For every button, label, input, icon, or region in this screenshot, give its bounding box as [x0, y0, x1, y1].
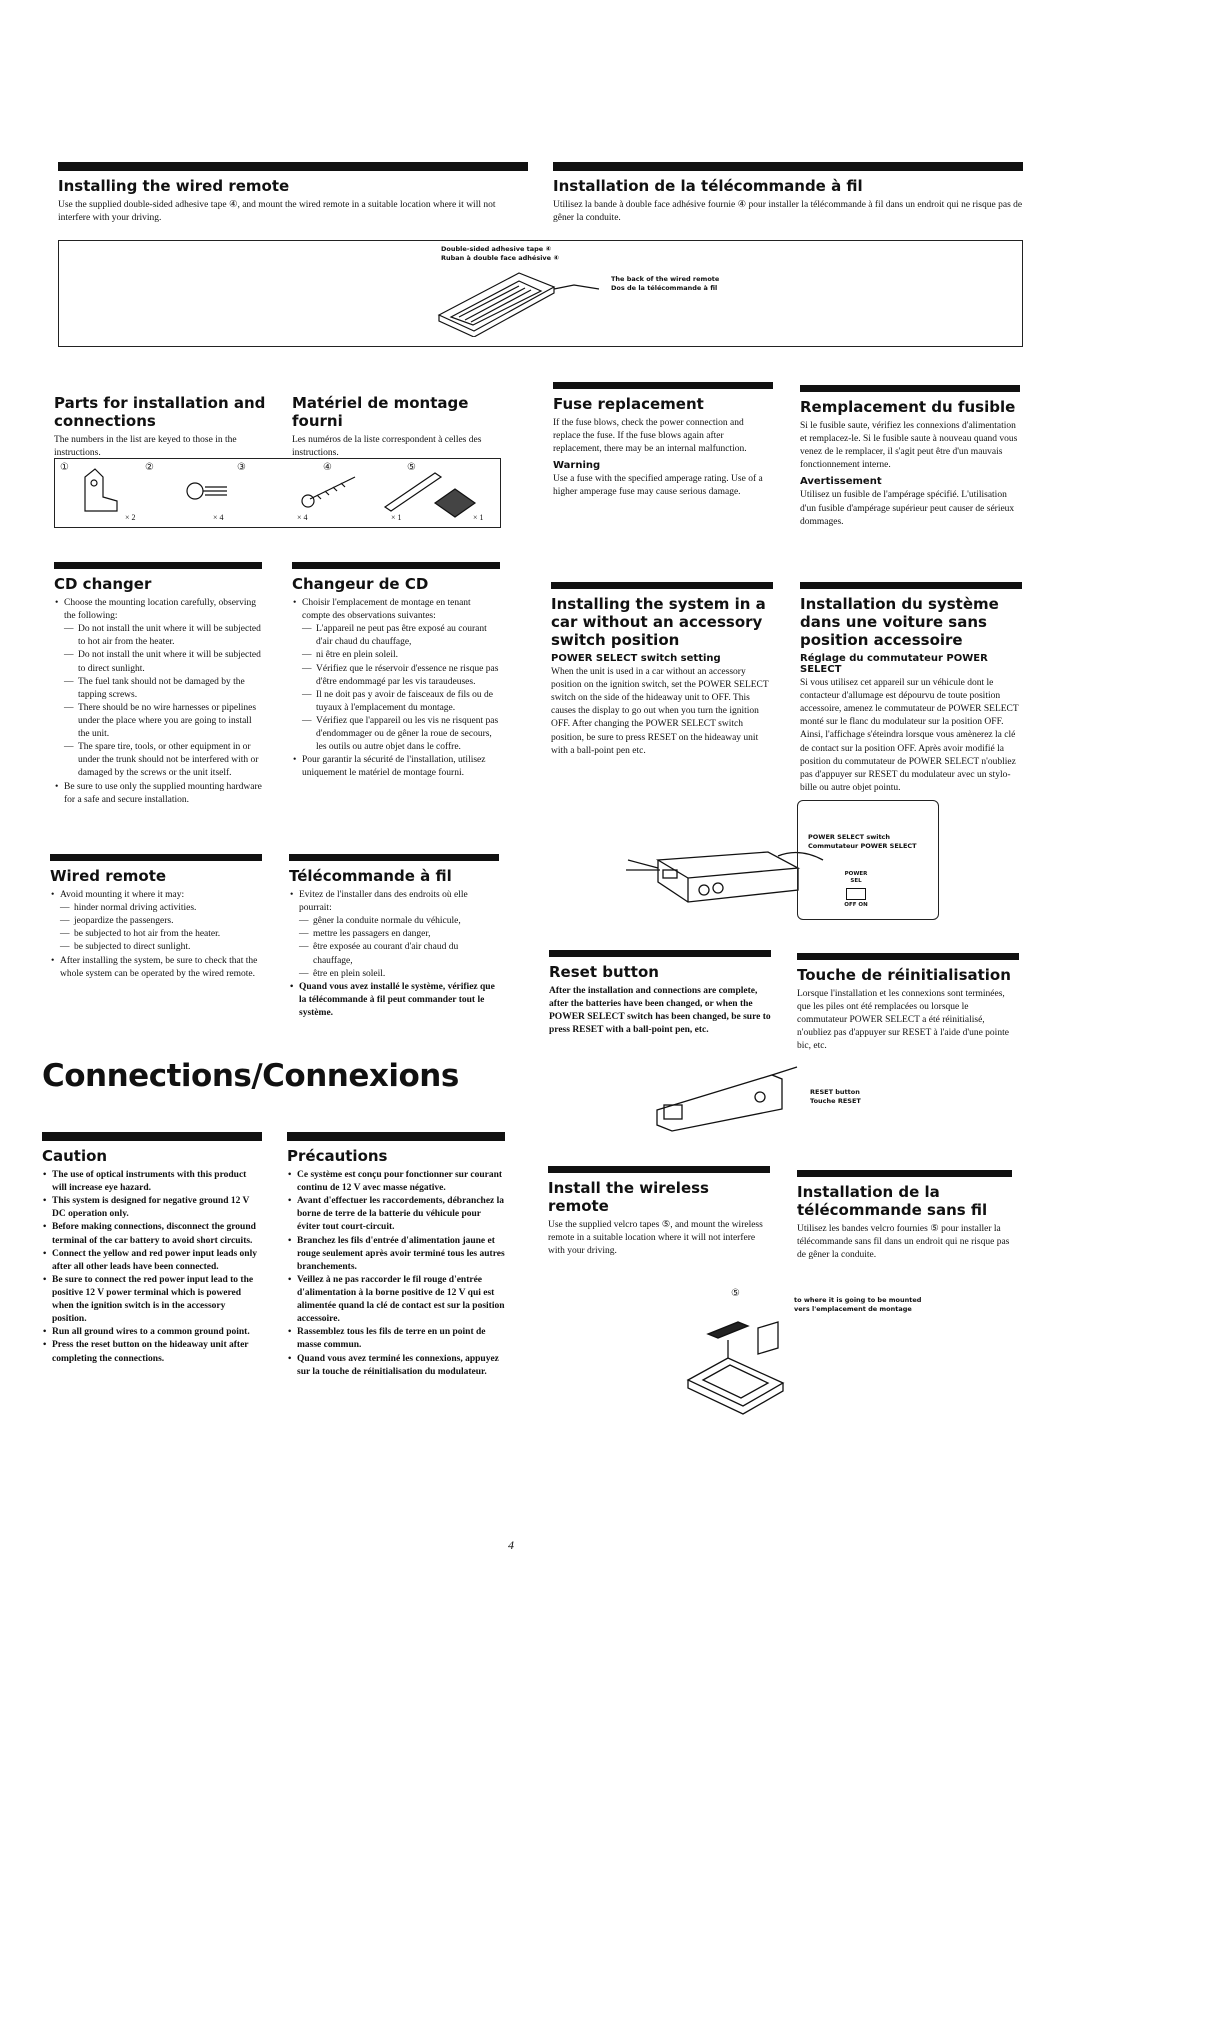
section-title: Remplacement du fusible — [800, 398, 1016, 416]
part-number: ② — [145, 462, 154, 473]
wired-remote-install-en — [58, 162, 528, 225]
section-bar — [553, 162, 1023, 171]
fig-label-en: Double-sided adhesive tape ④ — [441, 245, 551, 253]
section-title: CD changer — [54, 575, 152, 593]
wired-remote-install-fr — [553, 162, 1023, 225]
list-item: — There should be no wire harnesses or pipelines under the place where you are going to install the unit. — [78, 702, 262, 741]
fig-label-fr: Touche RESET — [810, 1096, 861, 1105]
fig-label-en: RESET button — [810, 1088, 860, 1096]
fuse-en — [553, 382, 773, 500]
list-item: • Be sure to use only the supplied mounting hardware for a safe and secure installation. — [64, 781, 262, 807]
list-item: • Avant d'effectuer les raccordements, débranchez la borne de terre de la batterie du véhicule pour éviter tout court-circuit. — [297, 1195, 505, 1234]
section-title: Caution — [42, 1147, 108, 1165]
list-item: • Ce système est conçu pour fonctionner sur courant continu de 12 V avec masse négative. — [297, 1169, 505, 1195]
section-title: Télécommande à fil — [289, 867, 452, 885]
fig-label-fr: Dos de la télécommande à fil — [611, 283, 718, 292]
section-title: Précautions — [287, 1147, 388, 1165]
section-bar — [553, 382, 773, 389]
section-text: Utilisez les bandes velcro fournies ⑤ pour installer la télécommande sans fil dans un endroit qui ne risque pas de gêner la conduite. — [797, 1224, 1010, 1261]
power-select-switch-icon — [846, 888, 866, 900]
part-quantity: × 2 — [125, 513, 136, 522]
section-title: Install the wireless remote — [548, 1179, 709, 1215]
section-title: Fuse replacement — [553, 395, 704, 413]
list-item: — mettre les passagers en danger, — [313, 928, 499, 941]
part-quantity: × 1 — [391, 513, 402, 522]
wireless-en — [548, 1166, 770, 1258]
section-title: Parts for installation and connections — [54, 394, 266, 430]
parts-illustration — [55, 459, 500, 527]
section-title: Matériel de montage fourni — [292, 394, 469, 430]
list-item: • Pour garantir la sécurité de l'installation, utilisez uniquement le matériel de montage fourni. — [302, 754, 500, 780]
list-item: — be subjected to hot air from the heater. — [74, 928, 262, 941]
warning-text: Use a fuse with the specified amperage rating. Use of a higher amperage fuse may cause serious damage. — [553, 474, 763, 498]
part-number: ⑤ — [407, 462, 416, 473]
section-bar — [800, 582, 1022, 589]
warning-text: Utilisez un fusible de l'ampérage spécifié. L'utilisation d'un fusible d'ampérage supérieur peut causer de sérieux dommages. — [800, 490, 1015, 527]
list-item: • This system is designed for negative ground 12 V DC operation only. — [52, 1195, 262, 1221]
part-number: ④ — [323, 462, 332, 473]
section-title: Touche de réinitialisation — [797, 966, 1011, 984]
wired-remote-en — [50, 854, 262, 981]
list-item: • Connect the yellow and red power input leads only after all other leads have been connected. — [52, 1248, 262, 1274]
list-item: — gêner la conduite normale du véhicule, — [313, 915, 499, 928]
list-item: — Do not install the unit where it will be subjected to direct sunlight. — [78, 649, 262, 675]
power-select-callout — [797, 800, 939, 920]
switch-off-label: OFF — [844, 901, 857, 908]
section-text: Si vous utilisez cet appareil sur un véhicule dont le contacteur d'allumage est dépourvu de toute position accessoire, amenez le commutateur de POWER SELECT monté sur le flanc du modulateur sur la position OFF. Ainsi, l'affichage s'éteindra lorsque vous amènerez la clé de contact sur la position OFF. Après avoir modifié la position du commutateur de POWER SELECT n'oubliez pas d'appuyer sur RESET du modulateur avec un stylo-bille ou autre objet pointu. — [800, 678, 1019, 793]
list-item: • Run all ground wires to a common ground point. — [52, 1326, 262, 1339]
list-item: • Quand vous avez installé le système, vérifiez que la télécommande à fil peut commander tout le système. — [299, 981, 499, 1020]
list-item: • Before making connections, disconnect the ground terminal of the car battery to avoid short circuits. — [52, 1221, 262, 1247]
warning-title: Avertissement — [800, 476, 882, 488]
part-number: ③ — [237, 462, 246, 473]
section-bar — [292, 562, 500, 569]
switch-on-label: ON — [858, 901, 868, 908]
section-title: Installation de la télécommande à fil — [553, 177, 863, 195]
list-item: — L'appareil ne peut pas être exposé au courant d'air chaud du chauffage, — [316, 623, 500, 649]
section-title: Wired remote — [50, 867, 167, 885]
part-quantity: × 4 — [213, 513, 224, 522]
list-item: — The spare tire, tools, or other equipment in or under the trunk should not be interfered with or damaged by the screws or the unit itself. — [78, 741, 262, 780]
section-bar — [54, 562, 262, 569]
section-bar — [800, 385, 1020, 392]
fig-label-fr: vers l'emplacement de montage — [794, 1304, 912, 1313]
cd-changer-fr — [292, 562, 500, 781]
list-item: Avoid mounting it where it may: — [60, 890, 185, 900]
list-item: • Branchez les fils d'entrée d'alimentation jaune et rouge seulement après avoir terminé tous les autres branchements. — [297, 1235, 505, 1274]
wired-remote-fr — [289, 854, 499, 1020]
section-title: Installation de la télécommande sans fil — [797, 1183, 988, 1219]
parts-figure — [54, 458, 501, 528]
install-system-en — [551, 582, 773, 758]
section-text: After the installation and connections are complete, after the batteries have been changed, or when the POWER SELECT switch has been changed, be sure to press RESET with a ball-point pen, etc. — [549, 986, 771, 1036]
part-number: ⑤ — [731, 1288, 740, 1299]
section-text: Les numéros de la liste correspondent à celles des instructions. — [292, 435, 482, 459]
list-item: — être en plein soleil. — [313, 968, 499, 981]
section-title: Changeur de CD — [292, 575, 429, 593]
switch-label-power: POWER — [844, 871, 868, 877]
section-bar — [551, 582, 773, 589]
list-item: — be subjected to direct sunlight. — [74, 941, 262, 954]
section-bar — [287, 1132, 505, 1141]
section-bar — [289, 854, 499, 861]
subsection-title: Réglage du commutateur POWER SELECT — [800, 653, 988, 675]
section-text: Use the supplied double-sided adhesive tape ④, and mount the wired remote in a suitable location where it will not interfere with your driving. — [58, 200, 496, 224]
section-bar — [42, 1132, 262, 1141]
cd-changer-en — [54, 562, 262, 807]
list-item: Evitez de l'installer dans des endroits où elle pourrait: — [299, 890, 468, 914]
list-item: — hinder normal driving activities. — [74, 902, 262, 915]
section-text: Utilisez la bande à double face adhésive fournie ④ pour installer la télécommande à fil dans un endroit qui ne risque pas de gêner la conduite. — [553, 200, 1023, 224]
list-item: • Rassemblez tous les fils de terre en un point de masse commun. — [297, 1326, 505, 1352]
list-item: — Vérifiez que le réservoir d'essence ne risque pas d'être endommagé par les vis taraudeuses. — [316, 663, 500, 689]
list-item: — Do not install the unit where it will be subjected to hot air from the heater. — [78, 623, 262, 649]
list-item: • Quand vous avez terminé les connexions, appuyez sur la touche de réinitialisation du modulateur. — [297, 1353, 505, 1379]
section-text: If the fuse blows, check the power connection and replace the fuse. If the fuse blows again after replacement, there may be an internal malfunction. — [553, 418, 747, 455]
list-item: — être exposée au courant d'air chaud du chauffage, — [313, 941, 499, 967]
part-quantity: × 4 — [297, 513, 308, 522]
parts-en — [54, 388, 269, 460]
section-title: Reset button — [549, 963, 659, 981]
wireless-remote-illustration — [668, 1288, 808, 1418]
part-quantity: × 1 — [473, 513, 484, 522]
section-text: Use the supplied velcro tapes ⑤, and mount the wireless remote in a suitable location where it will not interfere with your driving. — [548, 1220, 763, 1257]
fig-label-en: The back of the wired remote — [611, 275, 720, 283]
list-item: Choisir l'emplacement de montage en tenant compte des observations suivantes: — [302, 598, 471, 622]
reset-en — [549, 950, 771, 1037]
parts-fr — [292, 388, 507, 460]
wired-remote-figure — [58, 240, 1023, 347]
subsection-title: POWER SELECT switch setting — [551, 653, 721, 664]
page-title: Connections/Connexions — [42, 1058, 459, 1094]
section-title: Installing the system in a car without an accessory switch position — [551, 595, 766, 649]
section-title: Installing the wired remote — [58, 177, 290, 195]
section-text: When the unit is used in a car without an accessory position on the ignition switch, set the POWER SELECT switch on the side of the hideaway unit to OFF. This causes the display to go out when you turn the ignition OFF. After changing the POWER SELECT switch position, be sure to press RESET on the hideaway unit with a ball-point pen etc. — [551, 667, 769, 756]
list-item: — ni être en plein soleil. — [316, 649, 500, 662]
section-text: Lorsque l'installation et les connexions sont terminées, que les piles ont été remplacées ou lorsque le commutateur POWER SELECT a été réinitialisé, n'oubliez pas d'appuyer sur RESET à l'aide d'une pointe bic, etc. — [797, 989, 1009, 1052]
list-item: • Veillez à ne pas raccorder le fil rouge d'entrée d'alimentation à la borne positive de 12 V qui est alimentée quand la clé de contact est sur la position accessoire. — [297, 1274, 505, 1326]
caution-fr — [287, 1132, 505, 1379]
list-item: Choose the mounting location carefully, observing the following: — [64, 598, 256, 622]
list-item: • The use of optical instruments with this product will increase eye hazard. — [52, 1169, 262, 1195]
section-bar — [797, 953, 1019, 960]
wireless-fr — [797, 1170, 1012, 1262]
list-item: — jeopardize the passengers. — [74, 915, 262, 928]
switch-label-sel: SEL — [850, 878, 862, 885]
warning-title: Warning — [553, 460, 601, 472]
fig-label-en: to where it is going to be mounted — [794, 1296, 922, 1304]
page-number: 4 — [508, 1538, 514, 1552]
section-text: Si le fusible saute, vérifiez les connexions d'alimentation et remplacez-le. Si le fusible saute à nouveau quand vous venez de le remplacer, il s'agit peut être d'un mauvais fonctionnement interne. — [800, 421, 1018, 471]
section-text: The numbers in the list are keyed to those in the instructions. — [54, 435, 237, 459]
fig-label-en: POWER SELECT switch — [808, 833, 891, 841]
reset-illustration — [652, 1065, 802, 1135]
list-item: — Il ne doit pas y avoir de faisceaux de fils ou de tuyaux à l'emplacement du montage. — [316, 689, 500, 715]
section-bar — [549, 950, 771, 957]
fuse-fr — [800, 385, 1020, 529]
fig-label-fr: Commutateur POWER SELECT — [808, 841, 917, 850]
section-bar — [50, 854, 262, 861]
list-item: • Press the reset button on the hideaway unit after completing the connections. — [52, 1339, 262, 1365]
reset-fr — [797, 953, 1019, 1054]
install-system-fr — [800, 582, 1022, 795]
list-item: — The fuel tank should not be damaged by the tapping screws. — [78, 676, 262, 702]
section-bar — [58, 162, 528, 171]
section-bar — [797, 1170, 1012, 1177]
part-number: ① — [60, 462, 69, 473]
wired-remote-illustration — [429, 265, 619, 337]
section-title: Installation du système dans une voiture sans position accessoire — [800, 595, 999, 649]
list-item: • Be sure to connect the red power input lead to the positive 12 V power terminal which is powered when the ignition switch is in the accessory position. — [52, 1274, 262, 1326]
list-item: — Vérifiez que l'appareil ou les vis ne risquent pas d'endommager ou de gêner la roue de secours, les outils ou autre objet dans le coffre. — [316, 715, 500, 754]
caution-en — [42, 1132, 262, 1366]
fig-label-fr: Ruban à double face adhésive ④ — [441, 253, 559, 262]
section-bar — [548, 1166, 770, 1173]
list-item: • After installing the system, be sure to check that the whole system can be operated by the wired remote. — [60, 955, 262, 981]
